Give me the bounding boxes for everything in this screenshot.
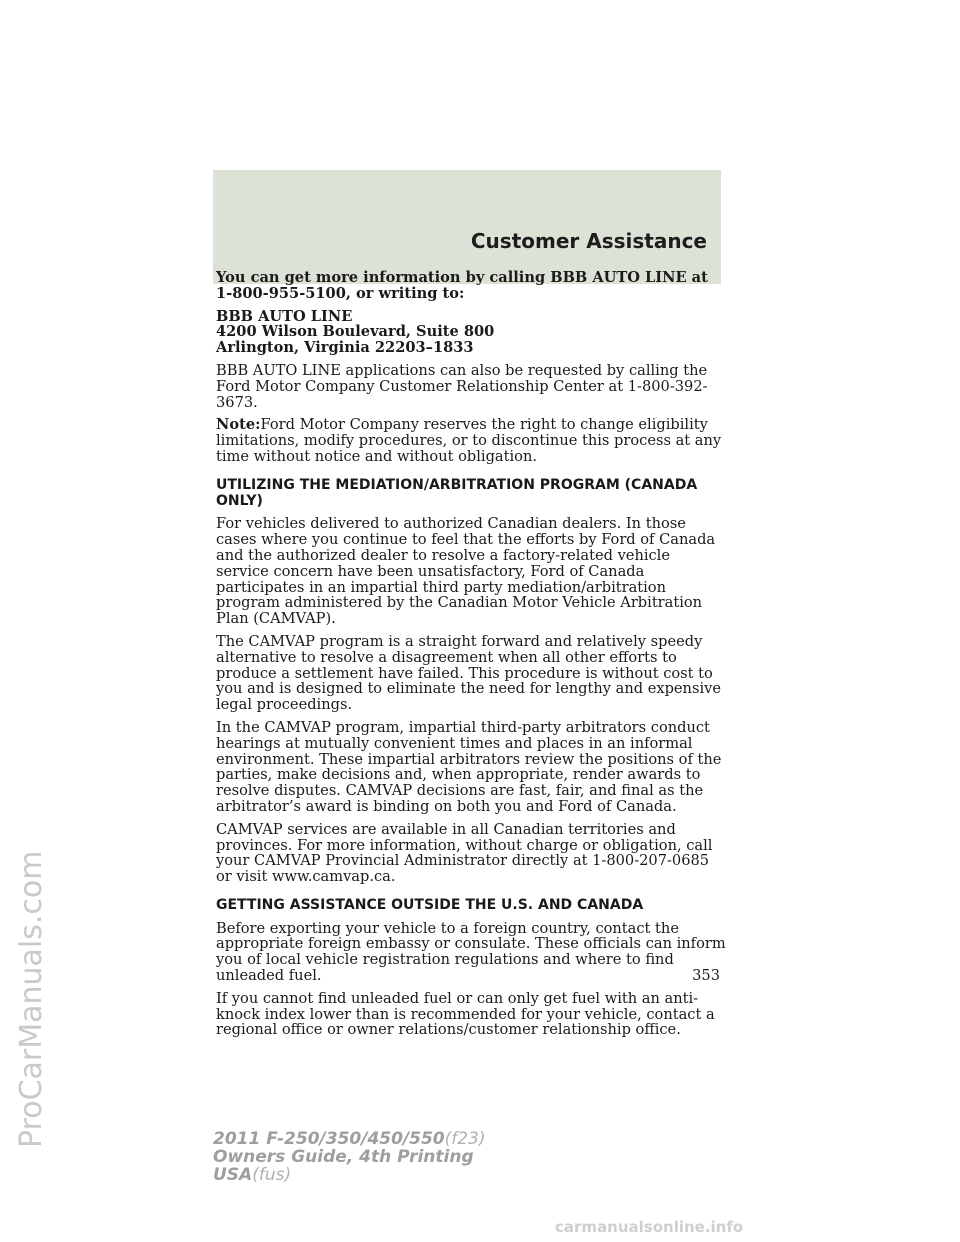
mailing-address xyxy=(216,309,726,356)
document-footer xyxy=(213,1130,486,1184)
footer-line-region xyxy=(213,1166,486,1184)
heading-canada-program: UTILIZING THE MEDIATION/ARBITRATION PROGRAM (CANADA ONLY) xyxy=(216,476,698,509)
footer-line-model xyxy=(213,1130,486,1148)
applications-paragraph: BBB AUTO LINE applications can also be requested by calling the Ford Motor Company Customer Relationship Center at 1-800-392-3673. xyxy=(216,361,708,411)
page-content xyxy=(216,270,726,1045)
footer-model: 2011 F-250/350/450/550 xyxy=(213,1129,445,1149)
outside-paragraph-1: Before exporting your vehicle to a foreign country, contact the appropriate foreign embassy or consulate. These officials can inform you of local vehicle registration regulations and where to find unleaded fuel. xyxy=(216,919,726,985)
footer-region: USA xyxy=(213,1165,253,1185)
site-watermark: carmanualsonline.info xyxy=(555,1218,744,1236)
canada-paragraph-2: The CAMVAP program is a straight forward and relatively speedy alternative to resolve a disagreement when all other efforts to produce a settlement have failed. This procedure is without cost to you and is designed to eliminate the need for lengthy and expensive legal proceedings. xyxy=(216,632,721,714)
footer-code: (f23) xyxy=(444,1129,486,1149)
outside-paragraph-2: If you cannot find unleaded fuel or can only get fuel with an anti-knock index lower than is recommended for your vehicle, contact a regional office or owner relations/customer relationship office. xyxy=(216,989,715,1039)
address-line: BBB AUTO LINE xyxy=(216,307,353,325)
section-title: Customer Assistance xyxy=(470,229,707,253)
note-text: Ford Motor Company reserves the right to change eligibility limitations, modify procedures, or to discontinue this process at any time without notice and without obligation. xyxy=(216,416,722,465)
watermark-text: ProCarManuals.com xyxy=(14,850,49,1148)
intro-paragraph: You can get more information by calling BBB AUTO LINE at 1-800-955-5100, or writing to: xyxy=(216,269,708,302)
note-label: Note: xyxy=(216,416,261,434)
canada-paragraph-3: In the CAMVAP program, impartial third-party arbitrators conduct hearings at mutually convenient times and places in an informal environment. These impartial arbitrators review the positions of the parties, make decisions and, when appropriate, render awards to resolve disputes. CAMVAP decisions are fast, fair, and final as the arbitrator’s award is binding on both you and Ford of Canada. xyxy=(216,718,722,815)
canada-paragraph-4: CAMVAP services are available in all Canadian territories and provinces. For more information, without charge or obligation, call your CAMVAP Provincial Administrator directly at 1-800-207-0685 or visit www.camvap.ca. xyxy=(216,820,713,886)
canada-paragraph-1: For vehicles delivered to authorized Canadian dealers. In those cases where you continue to feel that the efforts by Ford of Canada and the authorized dealer to resolve a factory-related vehicle service concern have been unsatisfactory, Ford of Canada participates in an impartial third party mediation/arbitration program administered by the Canadian Motor Vehicle Arbitration Plan (CAMVAP). xyxy=(216,515,716,628)
footer-region-code: (fus) xyxy=(252,1165,292,1185)
page-number: 353 xyxy=(692,967,720,984)
heading-outside-assistance: GETTING ASSISTANCE OUTSIDE THE U.S. AND CANADA xyxy=(216,896,644,913)
footer-line-guide xyxy=(213,1148,486,1166)
section-header-box xyxy=(213,170,721,284)
footer-guide: Owners Guide, 4th Printing xyxy=(213,1147,474,1167)
note-paragraph xyxy=(216,417,726,464)
address-line: Arlington, Virginia 22203–1833 xyxy=(216,339,474,357)
address-line: 4200 Wilson Boulevard, Suite 800 xyxy=(216,323,495,341)
